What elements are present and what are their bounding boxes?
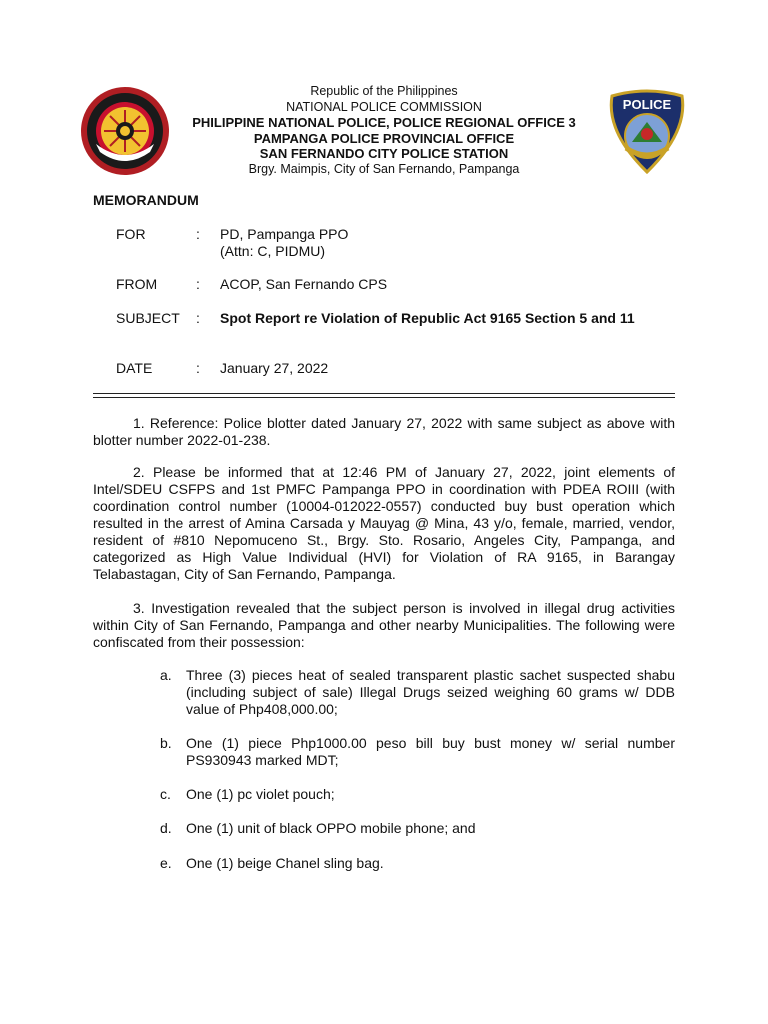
- date-value: January 27, 2022: [220, 360, 329, 376]
- subject-value: Spot Report re Violation of Republic Act 9165 Section 5 and 11: [220, 310, 635, 326]
- for-value-line1: PD, Pampanga PPO: [220, 226, 349, 242]
- divider-top: [93, 393, 675, 394]
- subject-label: SUBJECT: [116, 310, 180, 326]
- subject-colon: :: [196, 310, 200, 326]
- header-address: Brgy. Maimpis, City of San Fernando, Pampanga: [248, 161, 520, 176]
- list-item-text: Three (3) pieces heat of sealed transparent plastic sachet suspected shabu (including subject of sale) Illegal Drugs seized weighing 60 grams w/ DDB value of Php408,000.00;: [186, 667, 675, 717]
- list-item-letter: e.: [160, 855, 172, 871]
- paragraph-3: [93, 600, 675, 651]
- header-provincial-office: PAMPANGA POLICE PROVINCIAL OFFICE: [253, 130, 515, 146]
- paragraph-2: [93, 464, 675, 583]
- list-item-letter: d.: [160, 820, 172, 836]
- list-item-text: One (1) piece Php1000.00 peso bill buy bust money w/ serial number PS930943 marked MDT;: [186, 735, 675, 768]
- header-commission: NATIONAL POLICE COMMISSION: [286, 99, 482, 114]
- paragraph-1-text: 1. Reference: Police blotter dated January 27, 2022 with same subject as above with blotter number 2022-01-238.: [93, 415, 675, 448]
- divider-bottom: [93, 397, 675, 398]
- list-item-letter: c.: [160, 786, 171, 802]
- list-item-letter: a.: [160, 667, 172, 683]
- date-colon: :: [196, 360, 200, 376]
- header-regional-office: PHILIPPINE NATIONAL POLICE, POLICE REGIONAL OFFICE 3: [192, 115, 576, 130]
- for-value-line2: (Attn: C, PIDMU): [220, 243, 326, 259]
- paragraph-1: [93, 415, 675, 449]
- for-label: FOR: [116, 226, 146, 242]
- date-label: DATE: [116, 360, 153, 376]
- letterhead: [0, 84, 768, 177]
- from-colon: :: [196, 276, 200, 292]
- memo-title: MEMORANDUM: [93, 192, 199, 208]
- for-value: [220, 226, 674, 260]
- for-colon: :: [196, 226, 200, 242]
- header-station: SAN FERNANDO CITY POLICE STATION: [259, 146, 509, 161]
- list-item-text: One (1) beige Chanel sling bag.: [186, 855, 384, 871]
- from-label: FROM: [116, 276, 158, 292]
- header-country: Republic of the Philippines: [310, 84, 458, 98]
- list-item-letter: b.: [160, 735, 172, 751]
- from-value: ACOP, San Fernando CPS: [220, 276, 388, 292]
- svg-text:POLICE: POLICE: [622, 97, 672, 112]
- list-item-text: One (1) unit of black OPPO mobile phone; and: [186, 820, 476, 836]
- list-item-text: One (1) pc violet pouch;: [186, 786, 335, 802]
- paragraph-2-text: 2. Please be informed that at 12:46 PM of January 27, 2022, joint elements of Intel/SDEU CSFPS and 1st PMFC Pampanga PPO in coordination with PDEA ROIII (with coordination control number (10004-012022-0557) conducted buy bust operation which resulted in the arrest of Amina Carsada y Mauyag @ Mina, 43 y/o, female, married, vendor, resident of #810 Nepomuceno St., Brgy. Sto. Rosario, Angeles City, Pampanga, and categorized as High Value Individual (HVI) for Violation of RA 9165, in Barangay Telabastagan, City of San Fernando, Pampanga.: [93, 464, 675, 582]
- paragraph-3-text: 3. Investigation revealed that the subject person is involved in illegal drug activities within City of San Fernando, Pampanga and other nearby Municipalities. The following were confiscated from their possession:: [93, 600, 675, 650]
